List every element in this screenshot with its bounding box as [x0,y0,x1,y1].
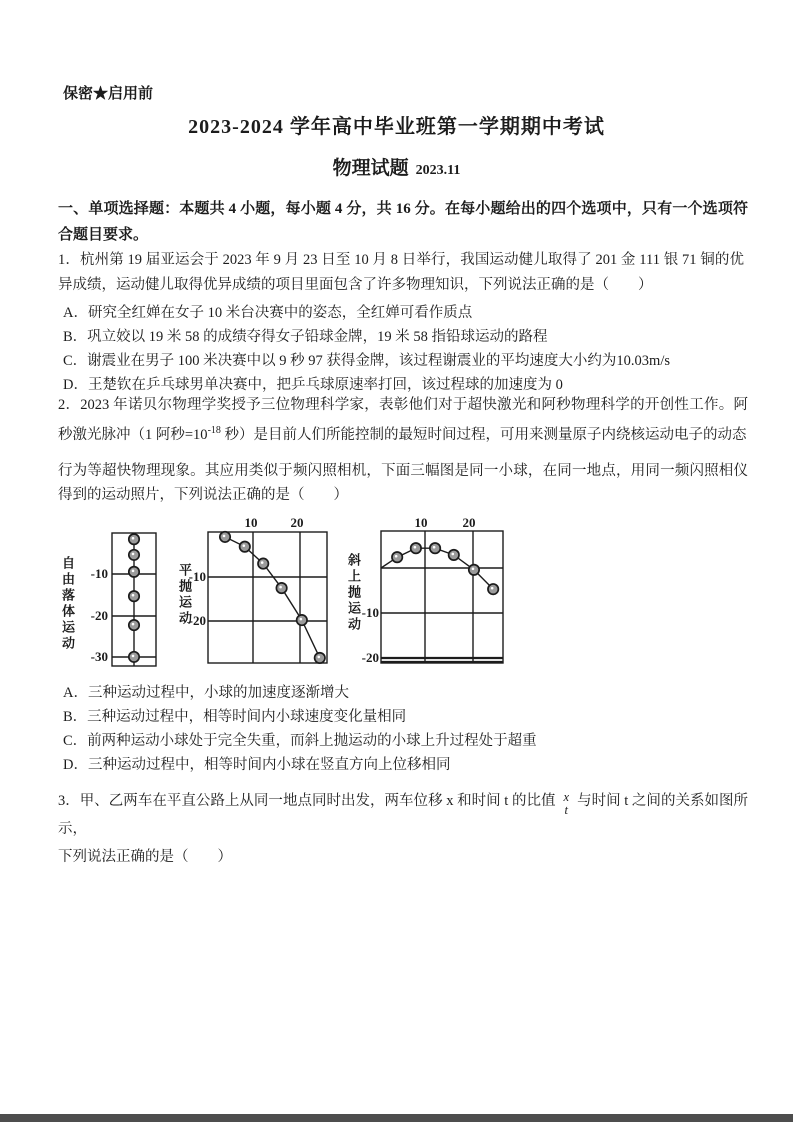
trajectory-line [225,537,320,658]
axis-tick-label: -20 [188,613,206,628]
page-title: 2023-2024 学年高中毕业班第一学期期中考试 [188,116,605,138]
axis-tick-label: 20 [290,515,304,530]
ball-marker [488,584,498,594]
figure-caption-oblique-throw: 斜上抛运动 [346,553,361,633]
q2-option-b: B．三种运动过程中，相等时间内小球速度变化量相同 [63,709,407,725]
ball-marker [129,567,139,577]
ball-highlight [300,618,303,621]
ball-highlight [243,544,246,547]
plot-box [208,532,327,663]
axis-tick-label: -30 [90,649,108,664]
axis-tick-label: 10 [244,515,258,530]
q2-option-a: A．三种运动过程中，小球的加速度逐渐增大 [63,685,349,701]
question-1-stem: 1．杭州第 19 届亚运会于 2023 年 9 月 23 日至 10 月 8 日举行，我国运动健儿取得了 201 金 111 银 71 铜的优异成绩，运动健儿取得优异成绩的项目里面包含了许多物理知识，下列说法正确的是（ ） [58,252,744,293]
ball-marker [469,565,479,575]
ball-highlight [433,546,436,549]
ball-marker [129,534,139,544]
ball-highlight [132,623,135,626]
ball-highlight [132,553,135,556]
subject-name: 物理试题 [332,158,409,179]
ball-marker [129,591,139,601]
figure-caption-free-fall: 自由落体运动 [60,556,75,652]
q1-option-a: A．研究全红婵在女子 10 米台决赛中的姿态，全红婵可看作质点 [63,305,473,321]
q2-text-pre: 2．2023 年诺贝尔物理学奖授予三位物理科学家，表彰他们对于超快激光和阿秒物理科学的开创性工作。阿秒激光脉冲（1 阿秒=10 [58,397,748,443]
ball-marker [129,550,139,560]
security-notice: 保密★启用前 [63,86,154,102]
ball-marker [276,583,286,593]
axis-tick-label: -20 [361,650,379,665]
ball-marker [315,653,325,663]
ball-marker [240,541,250,551]
ball-highlight [261,561,264,564]
ball-marker [129,652,139,662]
section-heading: 一、单项选择题：本题共 4 小题，每小题 4 分，共 16 分。在每小题给出的四个选项中，只有一个选项符合题目要求。 [58,201,748,243]
ball-marker [258,558,268,568]
ball-marker [392,552,402,562]
ball-highlight [223,535,226,538]
axis-tick-label: 10 [414,515,428,530]
question-2-stem-part2: 行为等超快物理现象。其应用类似于频闪照相机，下面三幅图是同一小球，在同一地点，用同一频闪照相仪得到的运动照片，下列说法正确的是（ ） [58,463,748,503]
ball-marker [220,532,230,542]
ball-highlight [452,553,455,556]
axis-tick-label: 20 [462,515,476,530]
q2-option-d: D．三种运动过程中，相等时间内小球在竖直方向上位移相同 [63,757,451,773]
ball-marker [430,543,440,553]
ball-highlight [132,655,135,658]
oblique-throw-figure [340,515,530,677]
fraction-denominator: t [564,802,569,817]
fraction-x-over-t [564,791,570,816]
question-1-options [63,301,744,397]
ball-highlight [279,586,282,589]
q3-text-pre: 3．甲、乙两车在平直公路上从同一地点同时出发，两车位移 x 和时间 t 的比值 [58,793,556,809]
ball-marker [297,615,307,625]
ball-highlight [317,656,320,659]
scan-edge-bar [0,1114,793,1122]
q1-option-d: D．王楚钦在乒乓球男单决赛中，把乒乓球原速率打回，该过程球的加速度为 0 [63,377,563,393]
q1-option-c: C．谢震业在男子 100 米决赛中以 9 秒 97 获得金牌，该过程谢震业的平均速度大小约为10.03m/s [63,353,670,369]
projectile-figure [170,515,340,677]
ball-highlight [132,594,135,597]
ball-highlight [414,546,417,549]
axis-tick-label: -10 [90,566,108,581]
question-3-stem-line2: 下列说法正确的是（ ） [58,849,232,865]
ball-marker [129,620,139,630]
ball-highlight [472,568,475,571]
ball-highlight [395,555,398,558]
question-3-stem [58,788,748,842]
axis-tick-label: -10 [188,569,206,584]
exam-date: 2023.11 [415,163,461,178]
ball-marker [411,543,421,553]
question-2-options [63,681,744,777]
q2-option-c: C．前两种运动小球处于完全失重，而斜上抛运动的小球上升过程处于超重 [63,733,537,749]
figure-caption-projectile: 平抛运动 [177,563,192,627]
axis-tick-label: -10 [361,605,379,620]
question-2-stem-part1 [58,393,748,448]
q2-exponent: -18 [207,425,221,436]
axis-tick-label: -20 [90,608,108,623]
subject-title [0,153,793,180]
fraction-numerator: x [563,790,570,805]
q1-option-b: B．巩立姣以 19 米 58 的成绩夺得女子铅球金牌，19 米 58 指铅球运动的路程 [63,329,548,345]
q2-text-post: 秒）是目前人们所能控制的最短时间过程，可用来测量原子内绕核运动电子的动态 [220,426,747,443]
ball-highlight [491,587,494,590]
ball-marker [449,550,459,560]
ball-highlight [132,570,135,573]
q3-text-post: 与时间 t 之间的关系如图所示， [58,793,749,838]
ball-highlight [132,537,135,540]
